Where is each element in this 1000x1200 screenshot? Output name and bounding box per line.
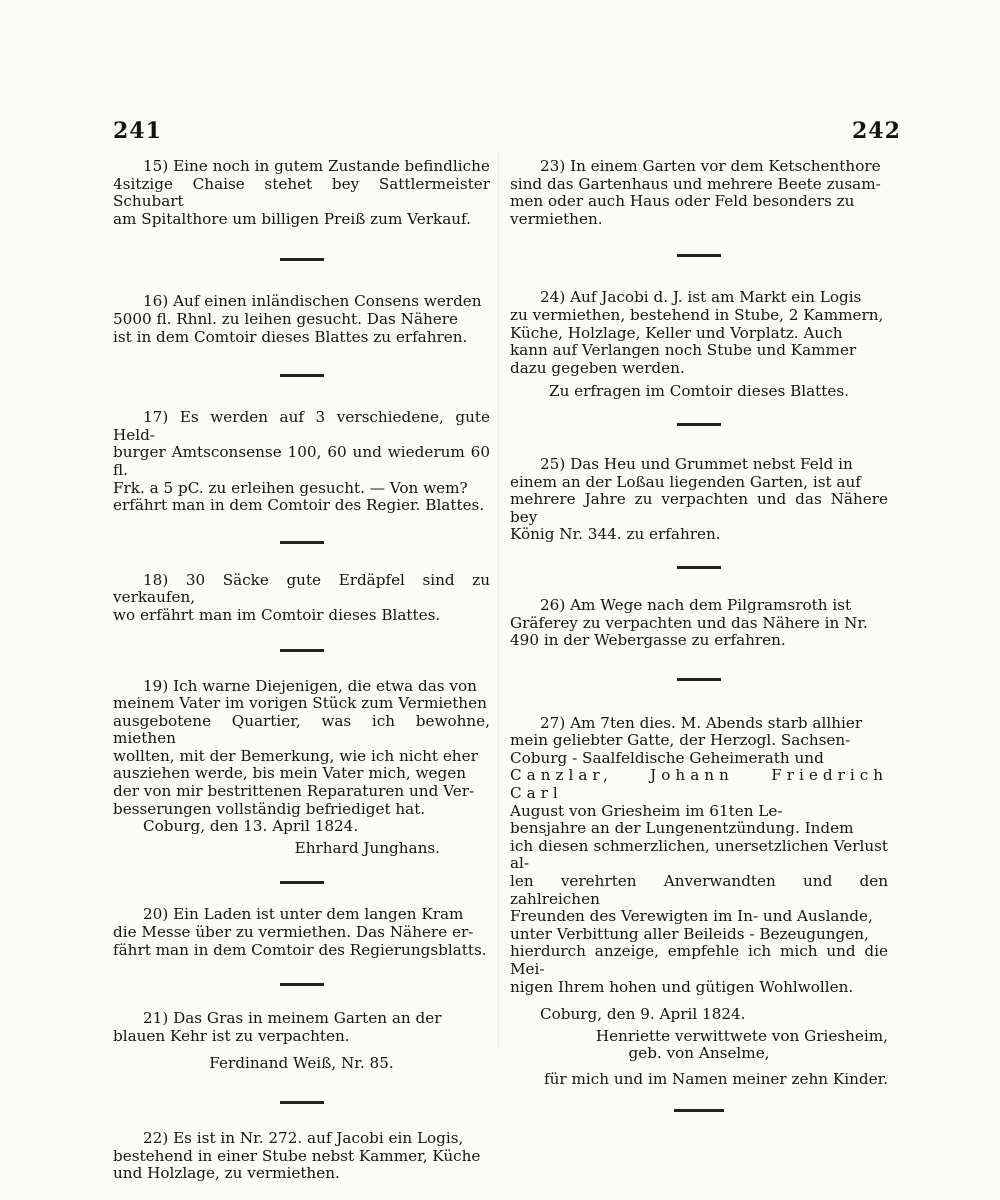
notice-line: 19) Ich warne Diejenigen, die etwa das von — [143, 676, 477, 695]
notice-line: vermiethen. — [510, 209, 603, 228]
separator-rule — [280, 374, 324, 377]
notice-line: am Spitalthore um billigen Preiß zum Verkauf. — [113, 209, 471, 228]
notice-line: erfährt man in dem Comtoir des Regier. Blattes. — [113, 496, 485, 515]
page-number-left: 241 — [113, 118, 162, 144]
notice-16 — [113, 293, 490, 346]
notice-line: meinem Vater im vorigen Stück zum Vermiethen — [113, 694, 487, 713]
notice-line: blauen Kehr ist zu verpachten. — [113, 1026, 350, 1045]
notice-line: der von mir bestrittenen Reparaturen und Ver- — [113, 782, 475, 801]
notice-line: len verehrten Anverwandten und den zahlreichen — [510, 872, 888, 908]
notice-line: bensjahre an der Lungenentzündung. Indem — [510, 819, 854, 838]
notice-line: Gräferey zu verpachten und das Nähere in Nr. — [510, 613, 868, 632]
notice-line: mehrere Jahre zu verpachten und das Nähere bey — [510, 490, 888, 526]
notice-line: fährt man in dem Comtoir des Regierungsblatts. — [113, 940, 487, 959]
separator-rule — [677, 254, 721, 257]
signature: Ferdinand Weiß, Nr. 85. — [209, 1054, 394, 1073]
notice-line: einem an der Loßau liegenden Garten, ist auf — [510, 472, 861, 491]
separator-rule — [280, 1101, 324, 1104]
notice-line: 15) Eine noch in gutem Zustande befindliche — [143, 157, 490, 175]
notice-line: 18) 30 Säcke gute Erdäpfel sind zu verkaufen, — [113, 570, 490, 607]
notice-line: die Messe über zu vermiethen. Das Nähere er- — [113, 923, 474, 942]
notice-line: hierdurch anzeige, empfehle ich mich und die Mei- — [510, 942, 888, 978]
notice-line: 17) Es werden auf 3 verschiedene, gute Held- — [113, 408, 490, 444]
notice-line: 4sitzige Chaise stehet bey Sattlermeister Schubart — [113, 174, 490, 211]
dateline: Coburg, den 13. April 1824. — [143, 817, 359, 836]
signature: Henriette verwittwete von Griesheim, — [595, 1026, 888, 1045]
notice-23 — [510, 158, 888, 228]
notice-line: nigen Ihrem hohen und gütigen Wohlwollen. — [510, 977, 854, 996]
notice-line: Canzlar, Johann Friedrich Carl — [510, 766, 888, 803]
notice-line: Coburg - Saalfeldische Geheimerath und — [510, 748, 824, 767]
notice-line: ich diesen schmerzlichen, unersetzlichen Verlust al- — [510, 836, 888, 873]
notice-line: und Holzlage, zu vermiethen. — [113, 1164, 340, 1183]
notice-line: bestehend in einer Stube nebst Kammer, Küche — [113, 1146, 481, 1165]
notice-line: August von Griesheim im 61ten Le- — [510, 801, 783, 820]
notice-line: mein geliebter Gatte, der Herzogl. Sachsen- — [510, 731, 851, 750]
notice-line: 490 in der Webergasse zu erfahren. — [510, 631, 786, 650]
notice-17 — [113, 409, 490, 515]
separator-rule — [280, 258, 324, 261]
notice-line: unter Verbittung aller Beileids - Bezeugungen, — [510, 924, 869, 943]
separator-rule — [677, 678, 721, 681]
notice-line: besserungen vollständig befriediget hat. — [113, 799, 426, 818]
notice-line: 22) Es ist in Nr. 272. auf Jacobi ein Logis, — [143, 1129, 464, 1147]
separator-rule — [677, 566, 721, 569]
signature: geb. von Anselme, — [628, 1044, 770, 1063]
notice-27 — [510, 715, 888, 1089]
notice-line: Freunden des Verewigten im In- und Auslande, — [510, 907, 873, 926]
notice-20 — [113, 906, 490, 959]
notice-line: König Nr. 344. zu erfahren. — [510, 525, 721, 544]
separator-rule — [280, 541, 324, 544]
signature: Ehrhard Junghans. — [294, 838, 440, 857]
separator-rule — [280, 881, 324, 884]
notice-line: Frk. a 5 pC. zu erleihen gesucht. — Von wem? — [113, 478, 468, 497]
separator-rule — [280, 983, 324, 986]
notice-24 — [510, 289, 888, 401]
separator-rule — [280, 649, 324, 652]
page-gutter — [498, 150, 499, 1050]
page-number-right: 242 — [852, 118, 901, 144]
notice-25 — [510, 456, 888, 544]
notice-line: 24) Auf Jacobi d. J. ist am Markt ein Logis — [540, 288, 862, 307]
dateline: Coburg, den 9. April 1824. — [540, 1005, 746, 1024]
notice-line: ausgebotene Quartier, was ich bewohne, miethen — [113, 711, 490, 748]
notice-line: 23) In einem Garten vor dem Ketschenthore — [540, 157, 881, 175]
separator-rule — [677, 423, 721, 426]
notice-line: ist in dem Comtoir dieses Blattes zu erfahren. — [113, 327, 468, 346]
notice-line: ausziehen werde, bis mein Vater mich, wegen — [113, 764, 467, 783]
notice-line: kann auf Verlangen noch Stube und Kammer — [510, 341, 857, 360]
right-column — [510, 158, 888, 1112]
signature: für mich und im Namen meiner zehn Kinder. — [543, 1069, 888, 1088]
notice-line: Küche, Holzlage, Keller und Vorplatz. Auch — [510, 323, 843, 342]
notice-line: 21) Das Gras in meinem Garten an der — [143, 1009, 442, 1028]
notice-line: 25) Das Heu und Grummet nebst Feld in — [540, 454, 853, 473]
left-column — [113, 158, 490, 1183]
notice-line: wollten, mit der Bemerkung, wie ich nicht eher — [113, 746, 478, 765]
notice-18 — [113, 572, 490, 625]
notice-15 — [113, 158, 490, 228]
notice-line: Zu erfragen im Comtoir dieses Blattes. — [549, 382, 849, 401]
notice-line: men oder auch Haus oder Feld besonders zu — [510, 192, 855, 211]
notice-line: wo erfährt man im Comtoir dieses Blattes. — [113, 605, 441, 624]
notice-22 — [113, 1130, 490, 1183]
separator-rule — [674, 1109, 724, 1112]
notice-line: 27) Am 7ten dies. M. Abends starb allhier — [540, 713, 863, 732]
notice-21 — [113, 1010, 490, 1073]
notice-line: 16) Auf einen inländischen Consens werden — [143, 292, 482, 311]
notice-line: zu vermiethen, bestehend in Stube, 2 Kammern, — [510, 305, 884, 324]
notice-line: 20) Ein Laden ist unter dem langen Kram — [143, 905, 464, 924]
notice-line: dazu gegeben werden. — [510, 358, 685, 377]
notice-line: burger Amtsconsense 100, 60 und wiederum 60 fl. — [113, 443, 490, 479]
notice-line: 5000 fl. Rhnl. zu leihen gesucht. Das Nähere — [113, 309, 459, 328]
notice-line: sind das Gartenhaus und mehrere Beete zusam- — [510, 174, 881, 193]
notice-26 — [510, 597, 888, 650]
notice-19 — [113, 678, 490, 858]
notice-line: 26) Am Wege nach dem Pilgramsroth ist — [540, 595, 852, 614]
